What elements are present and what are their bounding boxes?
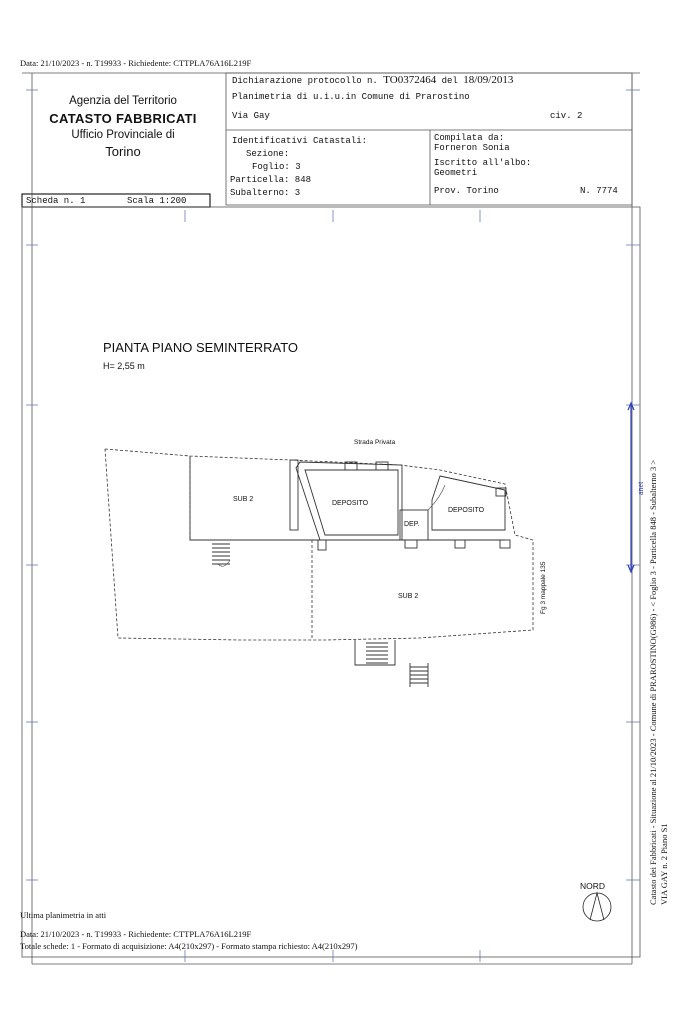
room-label-deposito-1: DEPOSITO xyxy=(332,500,369,507)
declaration-label: Dichiarazione protocollo n. xyxy=(232,76,378,86)
albo-label: Iscritto all'albo: xyxy=(434,158,532,168)
agency-catasto: CATASTO FABBRICATI xyxy=(49,111,197,126)
scheda-number: Scheda n. 1 xyxy=(26,196,86,206)
cadastral-subalterno: Subalterno: 3 xyxy=(230,188,301,198)
road-label: Strada Privata xyxy=(354,439,396,446)
plan-height: H= 2,55 m xyxy=(103,361,145,371)
footer-data-line: Data: 21/10/2023 - n. T19933 - Richiedente: CTTPLA76A16L219F xyxy=(20,929,252,939)
agency-name: Agenzia del Territorio xyxy=(69,95,177,107)
province: Prov. Torino xyxy=(434,186,499,196)
plan-outer-boundary xyxy=(105,449,533,640)
side-parcel-label: Fg 3 mappale 135 xyxy=(540,561,547,614)
side-marker-text: anet xyxy=(636,481,645,495)
north-arrow-icon xyxy=(583,893,611,921)
cadastral-title: Identificativi Catastali: xyxy=(232,136,368,146)
header-request-line: Data: 21/10/2023 - n. T19933 - Richiedente: CTTPLA76A16L219F xyxy=(20,58,252,68)
albo-value: Geometri xyxy=(434,168,478,178)
deposito-room-2 xyxy=(432,476,505,530)
scale: Scala 1:200 xyxy=(127,196,187,206)
cadastral-foglio: Foglio: 3 xyxy=(252,162,301,172)
cadastral-sezione: Sezione: xyxy=(246,149,290,159)
footer-totale-line: Totale schede: 1 - Formato di acquisizione: A4(210x297) - Formato stampa richiesto: A4(210x297) xyxy=(20,941,358,951)
plan-title: PIANTA PIANO SEMINTERRATO xyxy=(103,340,299,355)
compiler-name: Forneron Sonia xyxy=(434,143,510,153)
declaration-date-label: del xyxy=(441,76,458,86)
agency-city: Torino xyxy=(105,144,141,159)
room-label-sub2-main: SUB 2 xyxy=(398,593,419,600)
north-label: NORD xyxy=(580,881,606,891)
room-label-deposito-2: DEPOSITO xyxy=(448,507,485,514)
declaration-date: 18/09/2013 xyxy=(463,74,514,86)
vertical-address-text: VIA GAY n. 2 Piano S1 xyxy=(659,823,669,905)
registration-number: N. 7774 xyxy=(580,186,618,196)
agency-office: Ufficio Provinciale di xyxy=(71,129,175,141)
room-label-sub2-top: SUB 2 xyxy=(233,496,254,503)
cadastral-particella: Particella: 848 xyxy=(230,175,312,185)
room-label-dep: DEP. xyxy=(404,521,420,528)
vertical-situation-text: Catasto dei Fabbricati - Situazione al 21/10/2023 - Comune di PRAROSTINO(G986) - < Foglio 3 - Particella 848 - Subalterno 3 > xyxy=(648,459,658,905)
planimetry-line: Planimetria di u.i.u.in Comune di Prarostino xyxy=(232,92,470,102)
compiler-label: Compilata da: xyxy=(434,133,505,143)
civic-number: civ. 2 xyxy=(550,111,583,121)
footer-last-planimetry: Ultima planimetria in atti xyxy=(20,910,107,920)
street-address: Via Gay xyxy=(232,111,270,121)
declaration-number: TO0372464 xyxy=(383,74,437,86)
